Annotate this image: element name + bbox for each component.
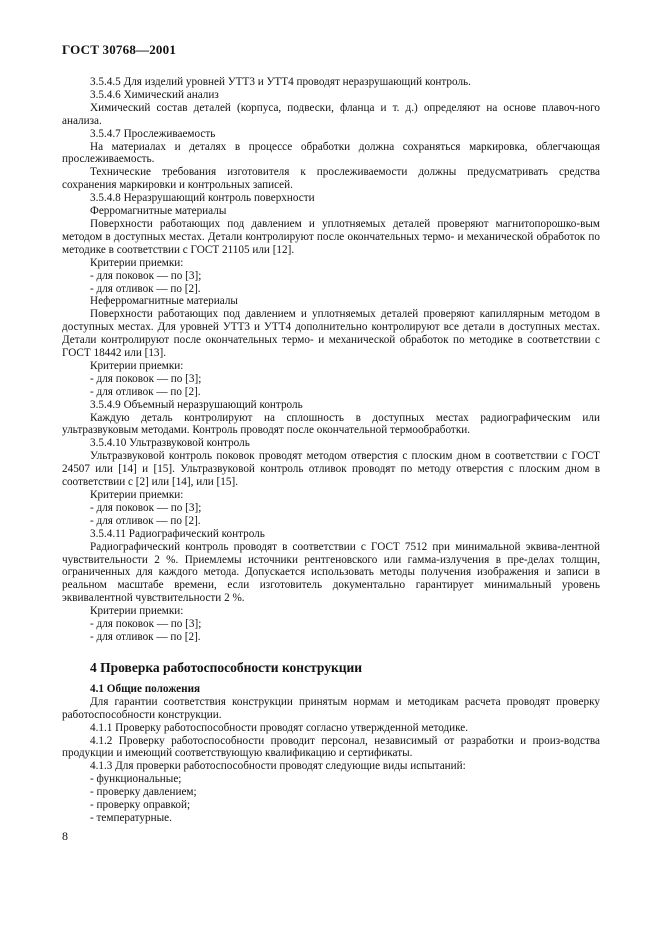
paragraph: 3.5.4.9 Объемный неразрушающий контроль <box>90 398 303 411</box>
paragraph: Ультразвуковой контроль поковок проводят методом отверстия с плоским дном в соответствии с ГОСТ 24507 или [14] и [15]. Ультразвуковой контроль отливок проводят по методу отверстия с плоским дном в соответствии с [2] или [14], или [15]. <box>62 450 600 489</box>
list-item: - для отливок — по [2]. <box>90 282 201 295</box>
list-item: - для поковок — по [3]; <box>90 501 202 514</box>
list-item: - для поковок — по [3]; <box>90 618 202 631</box>
paragraph: Поверхности работающих под давлением и уплотняемых деталей проверяют капиллярным методом в доступных местах. Для уровней УТТ3 и УТТ4 дополнительно контролируют все детали в доступных местах. Детали контролируют после окончательных термо- и механической обработок по методике в соответствии с ГОСТ 18442 или [13]. <box>62 308 600 360</box>
paragraph: Технические требования изготовителя к прослеживаемости должны предусматривать средства сохранения маркировки и контрольных записей. <box>62 166 600 192</box>
list-item: - функциональные; <box>90 773 182 786</box>
paragraph: 3.5.4.10 Ультразвуковой контроль <box>90 437 250 450</box>
paragraph: Критерии приемки: <box>90 489 184 501</box>
paragraph: Ферромагнитные материалы <box>90 205 227 218</box>
document-body <box>62 76 600 825</box>
list-item: - для поковок — по [3]; <box>90 372 202 385</box>
paragraph: Критерии приемки: <box>90 256 184 269</box>
paragraph: 3.5.4.8 Неразрушающий контроль поверхности <box>90 192 315 205</box>
page-number: 8 <box>62 829 68 843</box>
subsection-heading: 4.1 Общие положения <box>90 682 201 695</box>
paragraph: 4.1.3 Для проверки работоспособности проводят следующие виды испытаний: <box>90 760 466 773</box>
document-header: ГОСТ 30768—2001 <box>62 42 177 57</box>
paragraph: Поверхности работающих под давлением и уплотняемых деталей проверяют магнитопорошко-вым методом в доступных местах. Детали контролируют после окончательных термо- и механической обработок по методике в соответствии с ГОСТ 21105 или [12]. <box>62 217 600 256</box>
paragraph: Химический состав деталей (корпуса, подвески, фланца и т. д.) определяют на основе плавоч-ного анализа. <box>62 101 600 127</box>
paragraph: Критерии приемки: <box>90 359 184 372</box>
paragraph: 4.1.1 Проверку работоспособности проводят согласно утвержденной методике. <box>90 721 469 734</box>
paragraph: Для гарантии соответствия конструкции принятым нормам и методикам расчета проводят проверку работоспособности конструкции. <box>62 695 600 721</box>
list-item: - для отливок — по [2]. <box>90 385 201 398</box>
paragraph: Каждую деталь контролируют на сплошность в доступных местах радиографическим или ультразвуковым методами. Контроль проводят после окончательной термообработки. <box>62 411 600 437</box>
paragraph: 4.1.2 Проверку работоспособности проводит персонал, независимый от разработки и произ-водства продукции и имеющий соответствующую квалификацию и сертификаты. <box>62 734 600 760</box>
paragraph: Неферромагнитные материалы <box>90 295 238 308</box>
list-item: - проверку оправкой; <box>90 799 191 812</box>
list-item: - проверку давлением; <box>90 786 197 799</box>
paragraph: Радиографический контроль проводят в соответствии с ГОСТ 7512 при минимальной эквива-лентной чувствительности 2 %. Приемлемы источники рентгеновского или гамма-излучения в пре-делах толщин, ограниченных для каждого метода. Допускается использовать методы получения изображения и записи в реальном масштабе времени, если изготовитель документально гарантирует минимальный уровень эквивалентной чувствительности 2 %. <box>62 540 600 605</box>
section-heading: 4 Проверка работоспособности конструкции <box>90 659 363 675</box>
paragraph: 3.5.4.11 Радиографический контроль <box>90 527 265 540</box>
list-item: - для отливок — по [2]. <box>90 514 201 527</box>
paragraph: 3.5.4.6 Химический анализ <box>90 88 219 101</box>
paragraph: 3.5.4.7 Прослеживаемость <box>90 127 216 140</box>
paragraph: На материалах и деталях в процессе обработки должна сохраняться маркировка, облегчающая прослеживаемость. <box>62 140 600 166</box>
paragraph: 3.5.4.5 Для изделий уровней УТТ3 и УТТ4 проводят неразрушающий контроль. <box>90 76 471 88</box>
list-item: - для отливок — по [2]. <box>90 630 201 643</box>
paragraph: Критерии приемки: <box>90 605 184 618</box>
list-item: - температурные. <box>90 811 172 824</box>
list-item: - для поковок — по [3]; <box>90 269 202 282</box>
